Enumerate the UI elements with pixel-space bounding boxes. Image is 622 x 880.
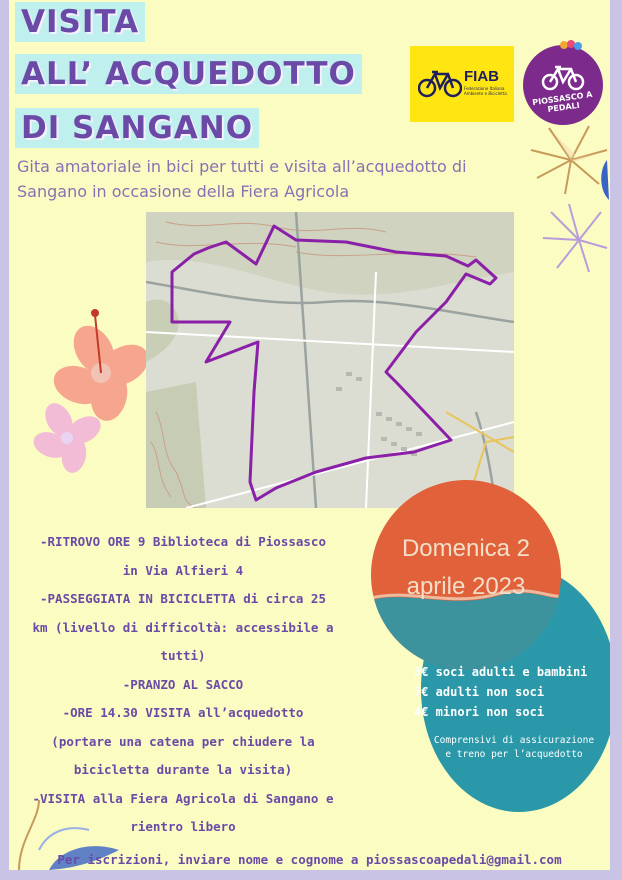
program-line: -PRANZO AL SACCO xyxy=(122,676,244,692)
bicycle-icon xyxy=(541,63,585,91)
event-date-month: aprile 2023 xyxy=(406,573,526,600)
hibiscus-flowers-icon xyxy=(29,295,159,485)
price-item: 4€ minori non soci xyxy=(414,705,545,719)
program-list xyxy=(15,528,351,842)
route-map-image xyxy=(146,212,514,508)
subtitle: Gita amatoriale in bici per tutti e visita all’acquedotto di Sangano in occasione della Fiera Agricola xyxy=(17,157,467,201)
piossasco-logo xyxy=(523,45,603,125)
fiab-name: FIAB xyxy=(464,68,499,85)
fiab-logo xyxy=(410,46,514,122)
bicycle-icon xyxy=(418,68,462,98)
program-line: rientro libero xyxy=(130,819,236,834)
prices-note xyxy=(414,734,610,762)
program-line: in Via Alfieri 4 xyxy=(122,562,244,578)
title-line-1: VISITA xyxy=(15,2,145,42)
program-line: -RITROVO ORE 9 Biblioteca di Piossasco xyxy=(40,534,326,549)
title-line-3: DI SANGANO xyxy=(15,108,259,148)
event-date xyxy=(371,530,561,606)
prices-note-line: e treno per l’acquedotto xyxy=(445,749,583,760)
program-line: -PASSEGGIATA IN BICICLETTA di circa 25 xyxy=(40,591,326,606)
program-line: bicicletta durante la visita) xyxy=(73,762,293,777)
event-date-day: Domenica 2 xyxy=(401,535,531,562)
program-line: -VISITA alla Fiera Agricola di Sangano e xyxy=(32,790,334,806)
prices-note-line: Comprensivi di assicurazione xyxy=(433,735,595,746)
program-line: -ORE 14.30 VISITA all’acquedotto xyxy=(62,705,304,720)
prices-list xyxy=(414,662,610,722)
program-line: tutti) xyxy=(160,648,206,663)
program-line: km (livello di difficoltà: accessibile a xyxy=(32,619,334,635)
title-line-2: ALL’ ACQUEDOTTO xyxy=(15,54,362,94)
flower-decoration-icon xyxy=(529,120,610,280)
route-map xyxy=(146,212,514,508)
balloons-icon xyxy=(559,39,583,55)
poster xyxy=(9,0,610,870)
piossasco-name: PIOSSASCO A PEDALI xyxy=(531,89,593,115)
registration-footer: Per iscrizioni, inviare nome e cognome a piossascoapedali@gmail.com xyxy=(57,852,562,867)
price-item: 3€ soci adulti e bambini xyxy=(414,665,588,679)
fiab-tagline: Federazione Italiana Ambiente e Bicicletta xyxy=(464,86,507,96)
program-line: (portare una catena per chiudere la xyxy=(51,733,315,749)
price-item: 7€ adulti non soci xyxy=(414,685,545,699)
